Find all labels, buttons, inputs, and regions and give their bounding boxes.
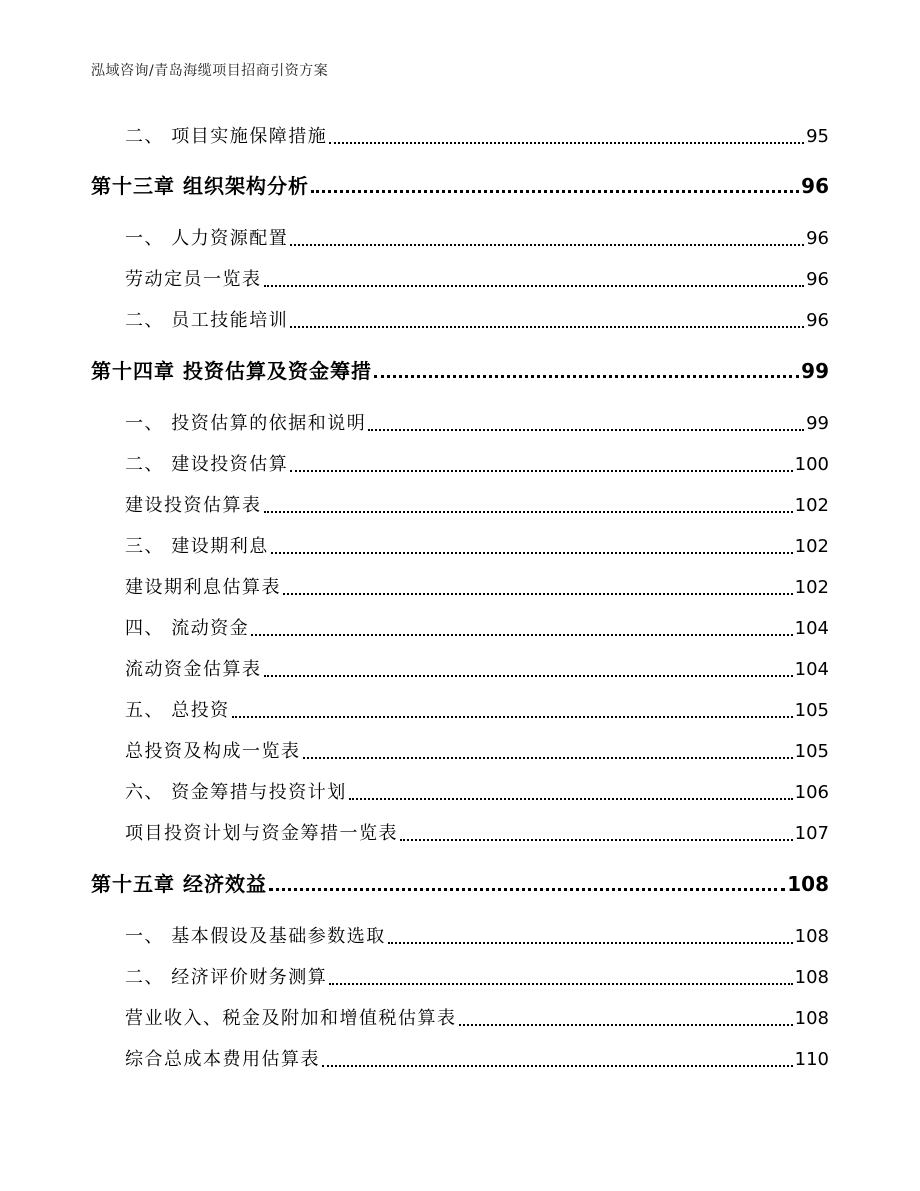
toc-page-number: 108 (794, 967, 829, 988)
toc-leader-dots (232, 716, 793, 718)
toc-page-number: 105 (794, 741, 829, 762)
toc-leader-dots (329, 142, 804, 144)
toc-leader-dots (283, 593, 793, 595)
toc-page-number: 102 (794, 577, 829, 598)
toc-entry-label: 二、 建设投资估算 (125, 454, 289, 475)
toc-page-number: 96 (806, 269, 829, 290)
toc-entry-label: 项目投资计划与资金筹措一览表 (125, 823, 398, 844)
toc-page-number: 104 (794, 659, 829, 680)
toc-entry[interactable] (125, 959, 829, 989)
toc-leader-dots (264, 675, 793, 677)
toc-leader-dots (251, 634, 792, 636)
toc-chapter-entry[interactable] (91, 168, 829, 198)
toc-entry[interactable] (125, 651, 829, 681)
toc-page-number: 99 (801, 359, 829, 383)
toc-entry[interactable] (125, 918, 829, 948)
toc-entry[interactable] (125, 528, 829, 558)
toc-entry[interactable] (125, 446, 829, 476)
toc-page-number: 99 (806, 413, 829, 434)
toc-entry-label: 二、 经济评价财务测算 (125, 967, 328, 988)
toc-page-number: 107 (794, 823, 829, 844)
toc-entry-label: 一、 人力资源配置 (125, 228, 289, 249)
toc-leader-dots (303, 757, 793, 759)
toc-chapter-entry[interactable] (91, 866, 829, 896)
toc-leader-dots (269, 888, 785, 891)
toc-page-number: 100 (794, 454, 829, 475)
toc-entry-label: 一、 基本假设及基础参数选取 (125, 926, 386, 947)
toc-page-number: 108 (794, 1008, 829, 1029)
toc-entry[interactable] (125, 1000, 829, 1030)
toc-page-number: 102 (794, 536, 829, 557)
toc-leader-dots (374, 375, 799, 378)
toc-entry[interactable] (125, 733, 829, 763)
toc-leader-dots (290, 244, 804, 246)
toc-entry-label: 六、 资金筹措与投资计划 (125, 782, 347, 803)
toc-entry[interactable] (125, 261, 829, 291)
toc-leader-dots (264, 511, 793, 513)
toc-leader-dots (264, 285, 805, 287)
toc-entry-label: 四、 流动资金 (125, 618, 250, 639)
toc-entry-label: 建设投资估算表 (125, 495, 262, 516)
toc-page-number: 96 (801, 174, 829, 198)
toc-entry-label: 总投资及构成一览表 (125, 741, 301, 762)
toc-leader-dots (329, 983, 792, 985)
toc-leader-dots (400, 839, 793, 841)
toc-leader-dots (459, 1024, 793, 1026)
toc-chapter-entry[interactable] (91, 353, 829, 383)
toc-leader-dots (290, 470, 792, 472)
toc-leader-dots (349, 798, 793, 800)
toc-page-number: 110 (794, 1049, 829, 1070)
toc-leader-dots (322, 1065, 793, 1067)
toc-entry[interactable] (125, 569, 829, 599)
toc-entry[interactable] (125, 405, 829, 435)
toc-entry-label: 劳动定员一览表 (125, 269, 262, 290)
toc-leader-dots (311, 190, 799, 193)
toc-page-number: 95 (806, 126, 829, 147)
toc-page-number: 106 (794, 782, 829, 803)
toc-entry-label: 三、 建设期利息 (125, 536, 269, 557)
toc-page-number: 102 (794, 495, 829, 516)
toc-page-number: 108 (787, 872, 829, 896)
toc-entry-label: 建设期利息估算表 (125, 577, 281, 598)
toc-entry[interactable] (125, 815, 829, 845)
toc-entry[interactable] (125, 487, 829, 517)
toc-leader-dots (271, 552, 793, 554)
toc-entry-label: 一、 投资估算的依据和说明 (125, 413, 367, 434)
toc-entry-label: 第十三章 组织架构分析 (91, 174, 309, 198)
toc-entry[interactable] (125, 302, 829, 332)
toc-leader-dots (290, 326, 804, 328)
toc-entry-label: 二、 项目实施保障措施 (125, 126, 328, 147)
toc-page-number: 105 (794, 700, 829, 721)
toc-entry-label: 流动资金估算表 (125, 659, 262, 680)
toc-leader-dots (368, 429, 804, 431)
toc-entry-label: 第十四章 投资估算及资金筹措 (91, 359, 372, 383)
toc-entry-label: 第十五章 经济效益 (91, 872, 267, 896)
toc-entry[interactable] (125, 118, 829, 148)
toc-page-number: 96 (806, 310, 829, 331)
toc-entry[interactable] (125, 1041, 829, 1071)
page-header: 泓域咨询/青岛海缆项目招商引资方案 (91, 63, 329, 79)
toc-entry[interactable] (125, 610, 829, 640)
toc-entry[interactable] (125, 692, 829, 722)
toc-page-number: 96 (806, 228, 829, 249)
toc-entry-label: 五、 总投资 (125, 700, 230, 721)
toc-page-number: 108 (794, 926, 829, 947)
toc-page-number: 104 (794, 618, 829, 639)
toc-entry-label: 综合总成本费用估算表 (125, 1049, 320, 1070)
toc-entry-label: 营业收入、税金及附加和增值税估算表 (125, 1008, 457, 1029)
toc-entry[interactable] (125, 774, 829, 804)
toc-leader-dots (388, 942, 793, 944)
toc-entry-label: 二、 员工技能培训 (125, 310, 289, 331)
toc-entry[interactable] (125, 220, 829, 250)
